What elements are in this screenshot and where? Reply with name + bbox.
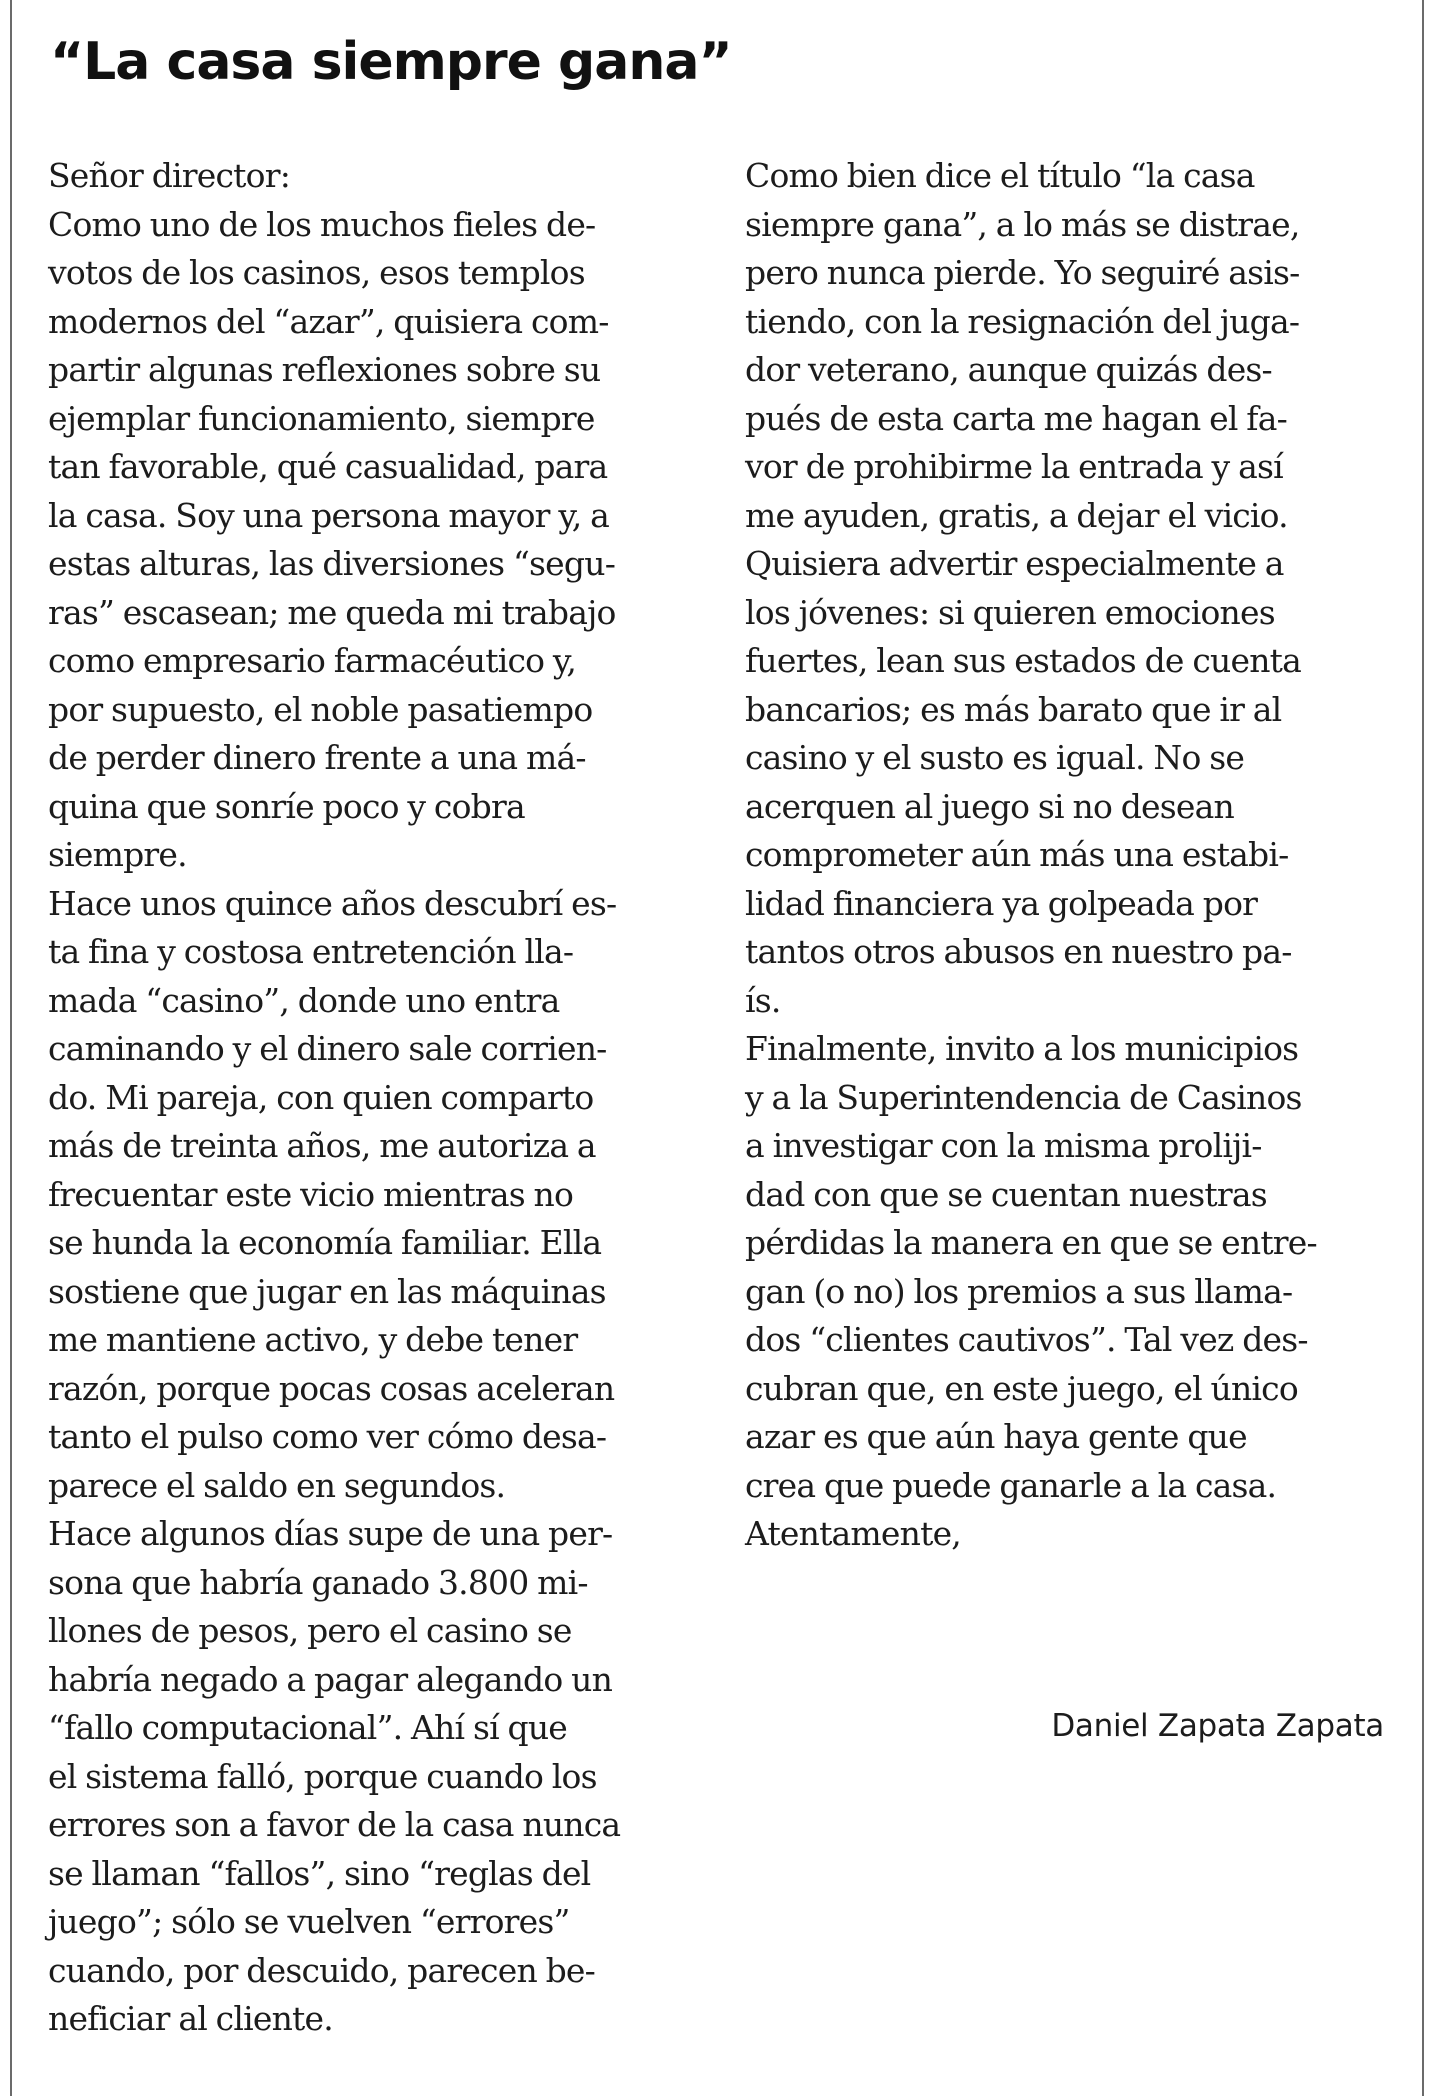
text-line: me ayuden, gratis, a dejar el vicio. [745,495,1288,535]
text-line: dor veterano, aunque quizás des- [745,350,1272,389]
text-line: de perder dinero frente a una má- [48,738,586,777]
text-line: Quisiera advertir especialmente a [745,544,1284,583]
text-line: llones de pesos, pero el casino se [48,1611,572,1650]
text-line: pero nunca pierde. Yo seguiré asis- [745,253,1300,292]
text-line: modernos del “azar”, quisiera com- [48,301,609,341]
text-line: siempre gana”, a lo más se distrae, [745,204,1300,244]
text-line: casino y el susto es igual. No se [745,738,1245,777]
text-line: más de treinta años, me autoriza a [48,1126,596,1165]
text-line: azar es que aún haya gente que [745,1417,1247,1456]
text-line: Hace algunos días supe de una per- [48,1514,613,1553]
text-line: tan favorable, qué casualidad, para [48,447,608,486]
text-line: me mantiene activo, y debe tener [48,1320,578,1359]
text-line: mada “casino”, donde uno entra [48,980,560,1020]
text-line: por supuesto, el noble pasatiempo [48,689,593,729]
text-line: a investigar con la misma proliji- [745,1126,1262,1165]
text-line: Como bien dice el título “la casa [745,156,1255,195]
text-line: pérdidas la manera en que se entre- [745,1223,1317,1262]
text-line: neficiar al cliente. [48,1999,333,2038]
text-line: la casa. Soy una persona mayor y, a [48,495,610,535]
letter-left-column [48,152,728,2044]
text-line: vor de prohibirme la entrada y así [745,447,1283,486]
text-line: Finalmente, invito a los municipios [745,1029,1299,1068]
text-line: frecuentar este vicio mientras no [48,1174,574,1214]
text-line: sostiene que jugar en las máquinas [48,1271,606,1311]
text-line: Atentamente, [745,1514,961,1553]
text-line: quina que sonríe poco y cobra [48,786,525,826]
text-line: do. Mi pareja, con quien comparto [48,1077,594,1117]
letter-frame [10,0,1424,2096]
text-line: tantos otros abusos en nuestro pa- [745,932,1292,971]
text-line: pués de esta carta me hagan el fa- [745,398,1287,438]
text-line: y a la Superintendencia de Casinos [745,1077,1302,1117]
text-line: el sistema falló, porque cuando los [48,1756,597,1796]
text-line: Como uno de los muchos fieles de- [48,204,596,244]
text-line: parece el saldo en segundos. [48,1465,506,1505]
text-line: fuertes, lean sus estados de cuenta [745,641,1302,680]
text-line: gan (o no) los premios a sus llama- [745,1271,1293,1311]
text-line: habría negado a pagar alegando un [48,1659,613,1699]
text-line: estas alturas, las diversiones “segu- [48,544,616,583]
text-line: comprometer aún más una estabi- [745,835,1289,874]
text-line: ejemplar funcionamiento, siempre [48,398,595,438]
text-line: ta fina y costosa entretención lla- [48,932,574,971]
text-line: Hace unos quince años descubrí es- [48,883,617,923]
text-line: “fallo computacional”. Ahí sí que [48,1708,568,1747]
signature: Daniel Zapata Zapata [1051,1708,1384,1744]
text-line: juego”; sólo se vuelven “errores” [48,1902,570,1941]
text-line: tiendo, con la resignación del juga- [745,301,1300,341]
text-line: tanto el pulso como ver cómo desa- [48,1417,607,1456]
headline: “La casa siempre gana” [50,32,732,92]
text-line: caminando y el dinero sale corrien- [48,1029,607,1068]
text-line: siempre. [48,835,187,874]
text-line: cuando, por descuido, parecen be- [48,1950,596,1990]
text-line: cubran que, en este juego, el único [745,1368,1298,1408]
letter-right-column [745,152,1405,1559]
text-line: se hunda la economía familiar. Ella [48,1223,602,1262]
text-line: dad con que se cuentan nuestras [745,1174,1267,1214]
text-line: se llaman “fallos”, sino “reglas del [48,1853,591,1893]
text-line: dos “clientes cautivos”. Tal vez des- [745,1320,1308,1359]
text-line: ras” escasean; me queda mi trabajo [48,592,616,632]
text-line: acerquen al juego si no desean [745,786,1234,826]
text-line: como empresario farmacéutico y, [48,641,577,680]
text-line: Señor director: [48,156,291,195]
text-line: errores son a favor de la casa nunca [48,1805,621,1844]
text-line: partir algunas reflexiones sobre su [48,350,601,389]
text-line: bancarios; es más barato que ir al [745,689,1282,729]
text-line: lidad financiera ya golpeada por [745,883,1258,923]
text-line: sona que habría ganado 3.800 mi- [48,1562,588,1602]
text-line: ís. [745,980,781,1020]
text-line: crea que puede ganarle a la casa. [745,1465,1277,1505]
text-line: los jóvenes: si quieren emociones [745,592,1275,632]
text-line: razón, porque pocas cosas aceleran [48,1368,615,1408]
text-line: votos de los casinos, esos templos [48,253,585,292]
